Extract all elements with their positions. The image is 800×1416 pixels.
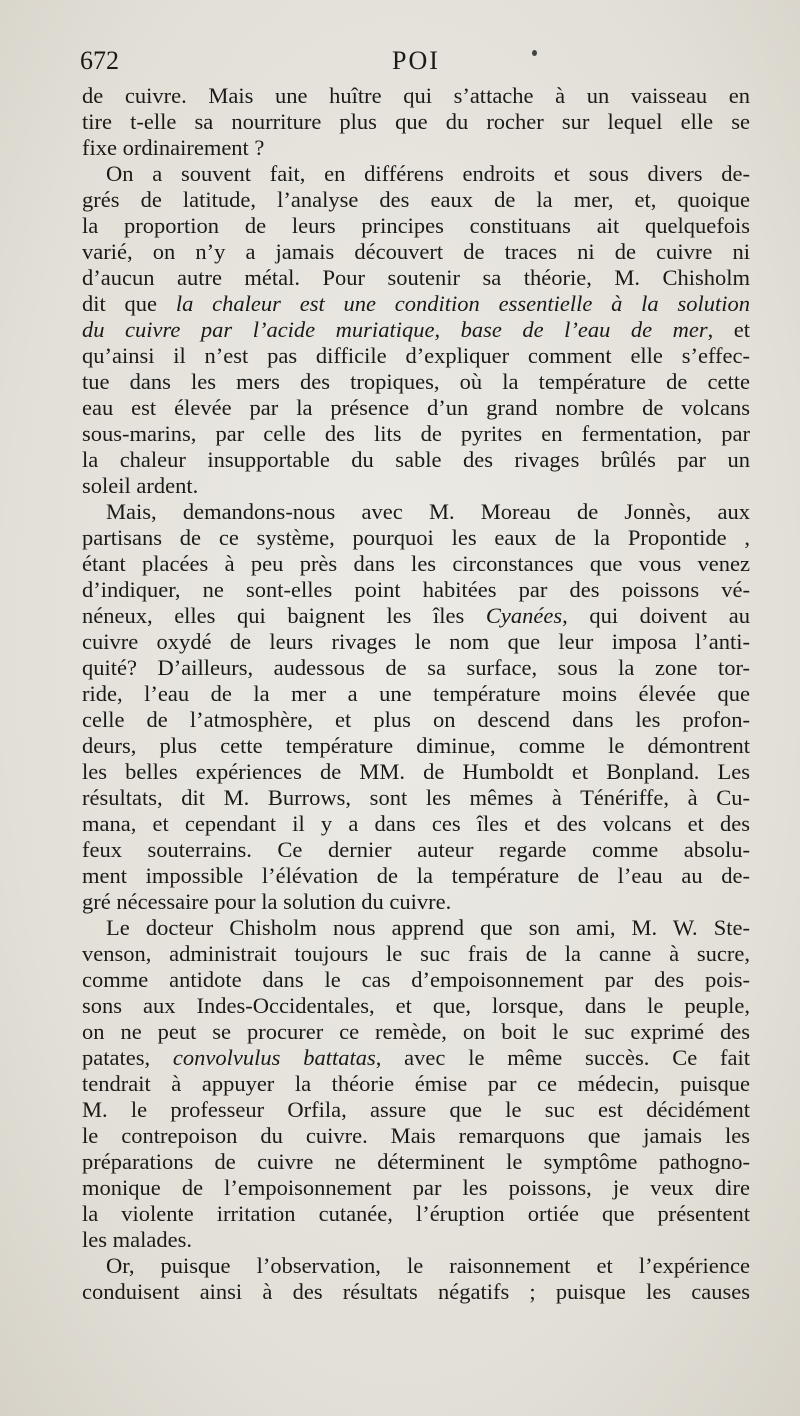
text-line: partisans de ce système, pourquoi les eaux de la Propontide ,: [82, 525, 750, 550]
text-line: dit que la chaleur est une condition essentielle à la solution: [82, 291, 750, 316]
body-text: [82, 83, 750, 1305]
text-line: préparations de cuivre ne déterminent le symptôme pathogno-: [82, 1149, 750, 1174]
text-line: la proportion de leurs principes constituans ait quelquefois: [82, 213, 750, 238]
text-line: monique de l’empoisonnement par les poissons, je veux dire: [82, 1175, 750, 1200]
text-line: M. le professeur Orfila, assure que le suc est décidément: [82, 1097, 750, 1122]
text-line: tire t-elle sa nourriture plus que du rocher sur lequel elle se: [82, 109, 750, 134]
text-line: On a souvent fait, en différens endroits et sous divers de-: [106, 161, 750, 186]
text-line: Or, puisque l’observation, le raisonnement et l’expérience: [106, 1253, 750, 1278]
text-line: cuivre oxydé de leurs rivages le nom que leur imposa l’anti-: [82, 629, 750, 654]
text-line: venson, administrait toujours le suc frais de la canne à sucre,: [82, 941, 750, 966]
text-line: celle de l’atmosphère, et plus on descend dans les profon-: [82, 707, 750, 732]
text-line: sons aux Indes-Occidentales, et que, lorsque, dans le peuple,: [82, 993, 750, 1018]
text-line: tue dans les mers des tropiques, où la température de cette: [82, 369, 750, 394]
text-line: quité? D’ailleurs, audessous de sa surface, sous la zone tor-: [82, 655, 750, 680]
text-line: étant placées à peu près dans les circonstances que vous venez: [82, 551, 750, 576]
text-line: deurs, plus cette température diminue, comme le démontrent: [82, 733, 750, 758]
text-line: gré nécessaire pour la solution du cuivre.: [82, 889, 452, 914]
text-line: ment impossible l’élévation de la température de l’eau au de-: [82, 863, 750, 888]
text-line: qu’ainsi il n’est pas difficile d’expliquer comment elle s’effec-: [82, 343, 750, 368]
text-line: feux souterrains. Ce dernier auteur regarde comme absolu-: [82, 837, 750, 862]
text-line: grés de latitude, l’analyse des eaux de la mer, et, quoique: [82, 187, 750, 212]
text-line: les malades.: [82, 1227, 192, 1252]
text-line: d’indiquer, ne sont-elles point habitées par des poissons vé-: [82, 577, 750, 602]
ink-dot: [532, 50, 537, 56]
text-line: la violente irritation cutanée, l’éruption ortiée que présentent: [82, 1201, 750, 1226]
text-line: le contrepoison du cuivre. Mais remarquons que jamais les: [82, 1123, 750, 1148]
text-line: soleil ardent.: [82, 473, 199, 498]
text-line: on ne peut se procurer ce remède, on boit le suc exprimé des: [82, 1019, 750, 1044]
text-line: la chaleur insupportable du sable des rivages brûlés par un: [82, 447, 750, 472]
page-header: [80, 42, 752, 82]
page-number: 672: [80, 46, 119, 75]
text-line: varié, on n’y a jamais découvert de traces ni de cuivre ni: [82, 239, 750, 264]
text-line: du cuivre par l’acide muriatique, base de l’eau de mer, et: [82, 317, 750, 342]
text-line: tendrait à appuyer la théorie émise par ce médecin, puisque: [82, 1071, 750, 1096]
running-head: POI: [392, 46, 440, 75]
text-line: résultats, dit M. Burrows, sont les mêmes à Ténériffe, à Cu-: [82, 785, 750, 810]
text-line: sous-marins, par celle des lits de pyrites en fermentation, par: [82, 421, 750, 446]
text-line: néneux, elles qui baignent les îles Cyanées, qui doivent au: [82, 603, 750, 628]
text-line: Mais, demandons-nous avec M. Moreau de Jonnès, aux: [106, 499, 750, 524]
text-line: patates, convolvulus battatas, avec le même succès. Ce fait: [82, 1045, 750, 1070]
text-line: eau est élevée par la présence d’un grand nombre de volcans: [82, 395, 750, 420]
text-line: comme antidote dans le cas d’empoisonnement par des pois-: [82, 967, 750, 992]
text-line: de cuivre. Mais une huître qui s’attache à un vaisseau en: [82, 83, 750, 108]
text-line: d’aucun autre métal. Pour soutenir sa théorie, M. Chisholm: [82, 265, 750, 290]
text-line: conduisent ainsi à des résultats négatifs ; puisque les causes: [82, 1279, 750, 1304]
text-line: ride, l’eau de la mer a une température moins élevée que: [82, 681, 750, 706]
text-line: mana, et cependant il y a dans ces îles et des volcans et des: [82, 811, 750, 836]
text-line: les belles expériences de MM. de Humboldt et Bonpland. Les: [82, 759, 750, 784]
text-line: Le docteur Chisholm nous apprend que son ami, M. W. Ste-: [106, 915, 750, 940]
text-line: fixe ordinairement ?: [82, 135, 265, 160]
